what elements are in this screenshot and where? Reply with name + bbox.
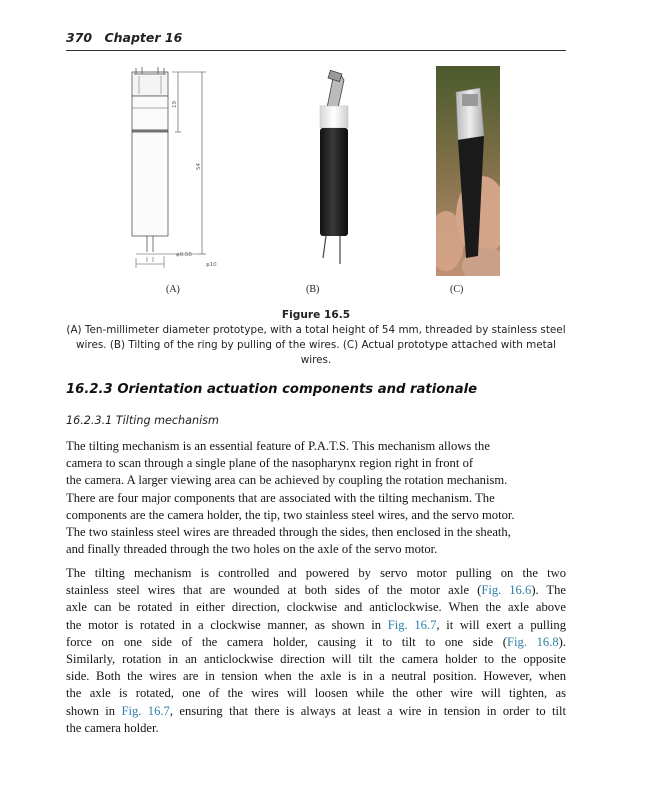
text-line: force on one side of the camera holder, causing it to tilt to one side (Fig. 16.8). — [66, 634, 567, 649]
figure-caption — [66, 308, 566, 368]
text-line: shown in Fig. 16.7, ensuring that there is always at least a wire in tension in order to tilt — [66, 703, 566, 718]
text-line: There are four major components that are associated with the tilting mechanism. The — [66, 490, 495, 505]
text-line: the camera holder. — [66, 720, 159, 735]
caption-line: (A) Ten-millimeter diameter prototype, with a total height of 54 mm, threaded by stainless steel — [66, 324, 566, 336]
subsection-heading: 16.2.3.1 Tilting mechanism — [66, 414, 219, 427]
text-line: The tilting mechanism is an essential feature of P.A.T.S. This mechanism allows the — [66, 439, 490, 453]
figure-c-photo — [436, 66, 500, 276]
text-line: The two stainless steel wires are threaded through the sides, then enclosed in the sheath, — [66, 525, 511, 540]
chapter-label: Chapter 16 — [104, 30, 183, 45]
panel-label-b: (B) — [306, 284, 320, 295]
paragraph-2 — [66, 565, 566, 737]
figure-title: Figure 16.5 — [281, 309, 351, 321]
header-rule — [66, 50, 566, 51]
text-line: components are the camera holder, the tip, two stainless steel wires, and the servo motor. — [66, 507, 515, 522]
text-line: axle can be rotated in either direction, clockwise and anticlockwise. When the axle above — [66, 600, 566, 615]
text-line: stainless steel wires that are wounded at both sides of the motor axle (Fig. 16.6). The — [66, 583, 567, 598]
running-header — [66, 30, 566, 45]
figure-b-render — [300, 70, 370, 280]
dim-total-height: 54 — [196, 163, 202, 170]
text-line: the axle is rotated, one of the wires will loosen while the other wire will tighten, as — [66, 686, 566, 701]
fig-16-8-link[interactable]: Fig. 16.8 — [506, 634, 559, 649]
panel-label-c: (C) — [450, 284, 464, 295]
panel-label-a: (A) — [166, 284, 180, 295]
fig-16-6-link[interactable]: Fig. 16.6 — [481, 583, 532, 598]
dim-upper-height: 19 — [172, 101, 178, 108]
fig-16-7-link[interactable]: Fig. 16.7 — [121, 703, 170, 718]
text-line: the camera. A larger viewing area can be achieved by coupling the rotation mechanism. — [66, 473, 508, 488]
text-line: The tilting mechanism is controlled and powered by servo motor pulling on the two — [66, 566, 566, 580]
text-line: side. Both the wires are in tension when the axle is in a neutral position. However, when — [66, 669, 566, 684]
dim-outer-diameter: φ10 — [206, 262, 217, 268]
text-line: camera to scan through a single plane of the nasopharynx region right in front of — [66, 456, 474, 471]
dim-wire-diameter: φ0.50 — [176, 252, 192, 258]
paragraph-1 — [66, 438, 566, 558]
fig-16-7-link[interactable]: Fig. 16.7 — [387, 617, 437, 632]
caption-line: wires. — [300, 354, 332, 366]
section-heading: 16.2.3 Orientation actuation components and rationale — [66, 382, 478, 397]
text-line: and finally threaded through the two holes on the axle of the servo motor. — [66, 542, 438, 557]
text-line: Similarly, rotation in an anticlockwise direction will tilt the camera holder to the opposite — [66, 652, 566, 667]
figure-a-drawing — [122, 64, 240, 274]
page-number: 370 — [66, 30, 93, 45]
caption-line: wires. (B) Tilting of the ring by pulling of the wires. (C) Actual prototype attached with metal — [76, 339, 556, 351]
text-line: the motor is rotated in a clockwise manner, as shown in Fig. 16.7, it will exert a pulling — [66, 617, 566, 632]
